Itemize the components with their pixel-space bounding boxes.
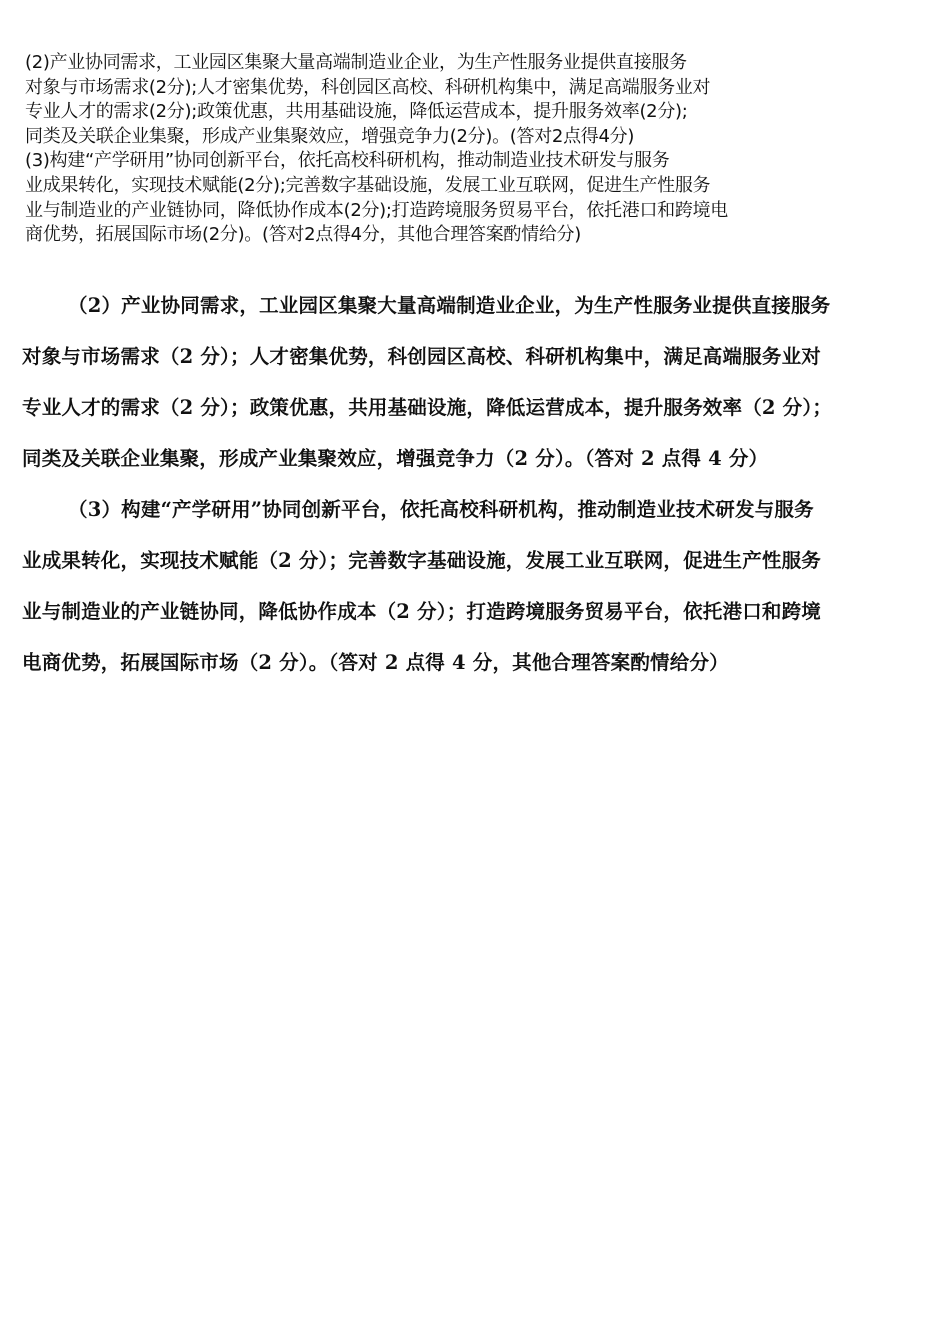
lower-line: 专业人才的需求（2 分）；政策优惠，共用基础设施，降低运营成本，提升服务效率（2 分）； [22,396,833,419]
upper-line: 专业人才的需求(2分);政策优惠，共用基础设施，降低运营成本，提升服务效率(2分); [25,101,688,123]
upper-line: (2)产业协同需求，工业园区集聚大量高端制造业企业，为生产性服务业提供直接服务 [25,52,687,73]
answer-text-upper [25,51,925,248]
lower-line: 对象与市场需求（2 分）；人才密集优势，科创园区高校、科研机构集中，满足高端服务业对 [22,345,822,368]
upper-line: 对象与市场需求(2分);人才密集优势，科创园区高校、科研机构集中，满足高端服务业对 [25,76,711,98]
upper-line: (3)构建“产学研用”协同创新平台，依托高校科研机构，推动制造业技术研发与服务 [25,150,670,172]
upper-line: 商优势，拓展国际市场(2分)。(答对2点得4分，其他合理答案酌情给分) [25,224,581,246]
lower-line: 业成果转化，实现技术赋能（2 分）；完善数字基础设施，发展工业互联网，促进生产性服务 [22,549,822,572]
lower-line: （3）构建“产学研用”协同创新平台，依托高校科研机构，推动制造业技术研发与服务 [68,498,814,521]
upper-line: 同类及关联企业集聚，形成产业集聚效应，增强竞争力(2分)。(答对2点得4分) [25,125,635,147]
upper-line: 业成果转化，实现技术赋能(2分);完善数字基础设施，发展工业互联网，促进生产性服务 [25,174,711,196]
lower-line: 同类及关联企业集聚，形成产业集聚效应，增强竞争力（2 分）。（答对 2 点得 4 分） [22,447,769,470]
upper-line: 业与制造业的产业链协同，降低协作成本(2分);打造跨境服务贸易平台，依托港口和跨境电 [25,199,728,221]
lower-line: 业与制造业的产业链协同，降低协作成本（2 分）；打造跨境服务贸易平台，依托港口和跨境 [22,600,822,623]
answer-text-lower [22,280,942,688]
lower-line: （2）产业协同需求，工业园区集聚大量高端制造业企业，为生产性服务业提供直接服务 [68,294,831,317]
lower-line: 电商优势，拓展国际市场（2 分）。（答对 2 点得 4 分，其他合理答案酌情给分） [22,651,729,674]
